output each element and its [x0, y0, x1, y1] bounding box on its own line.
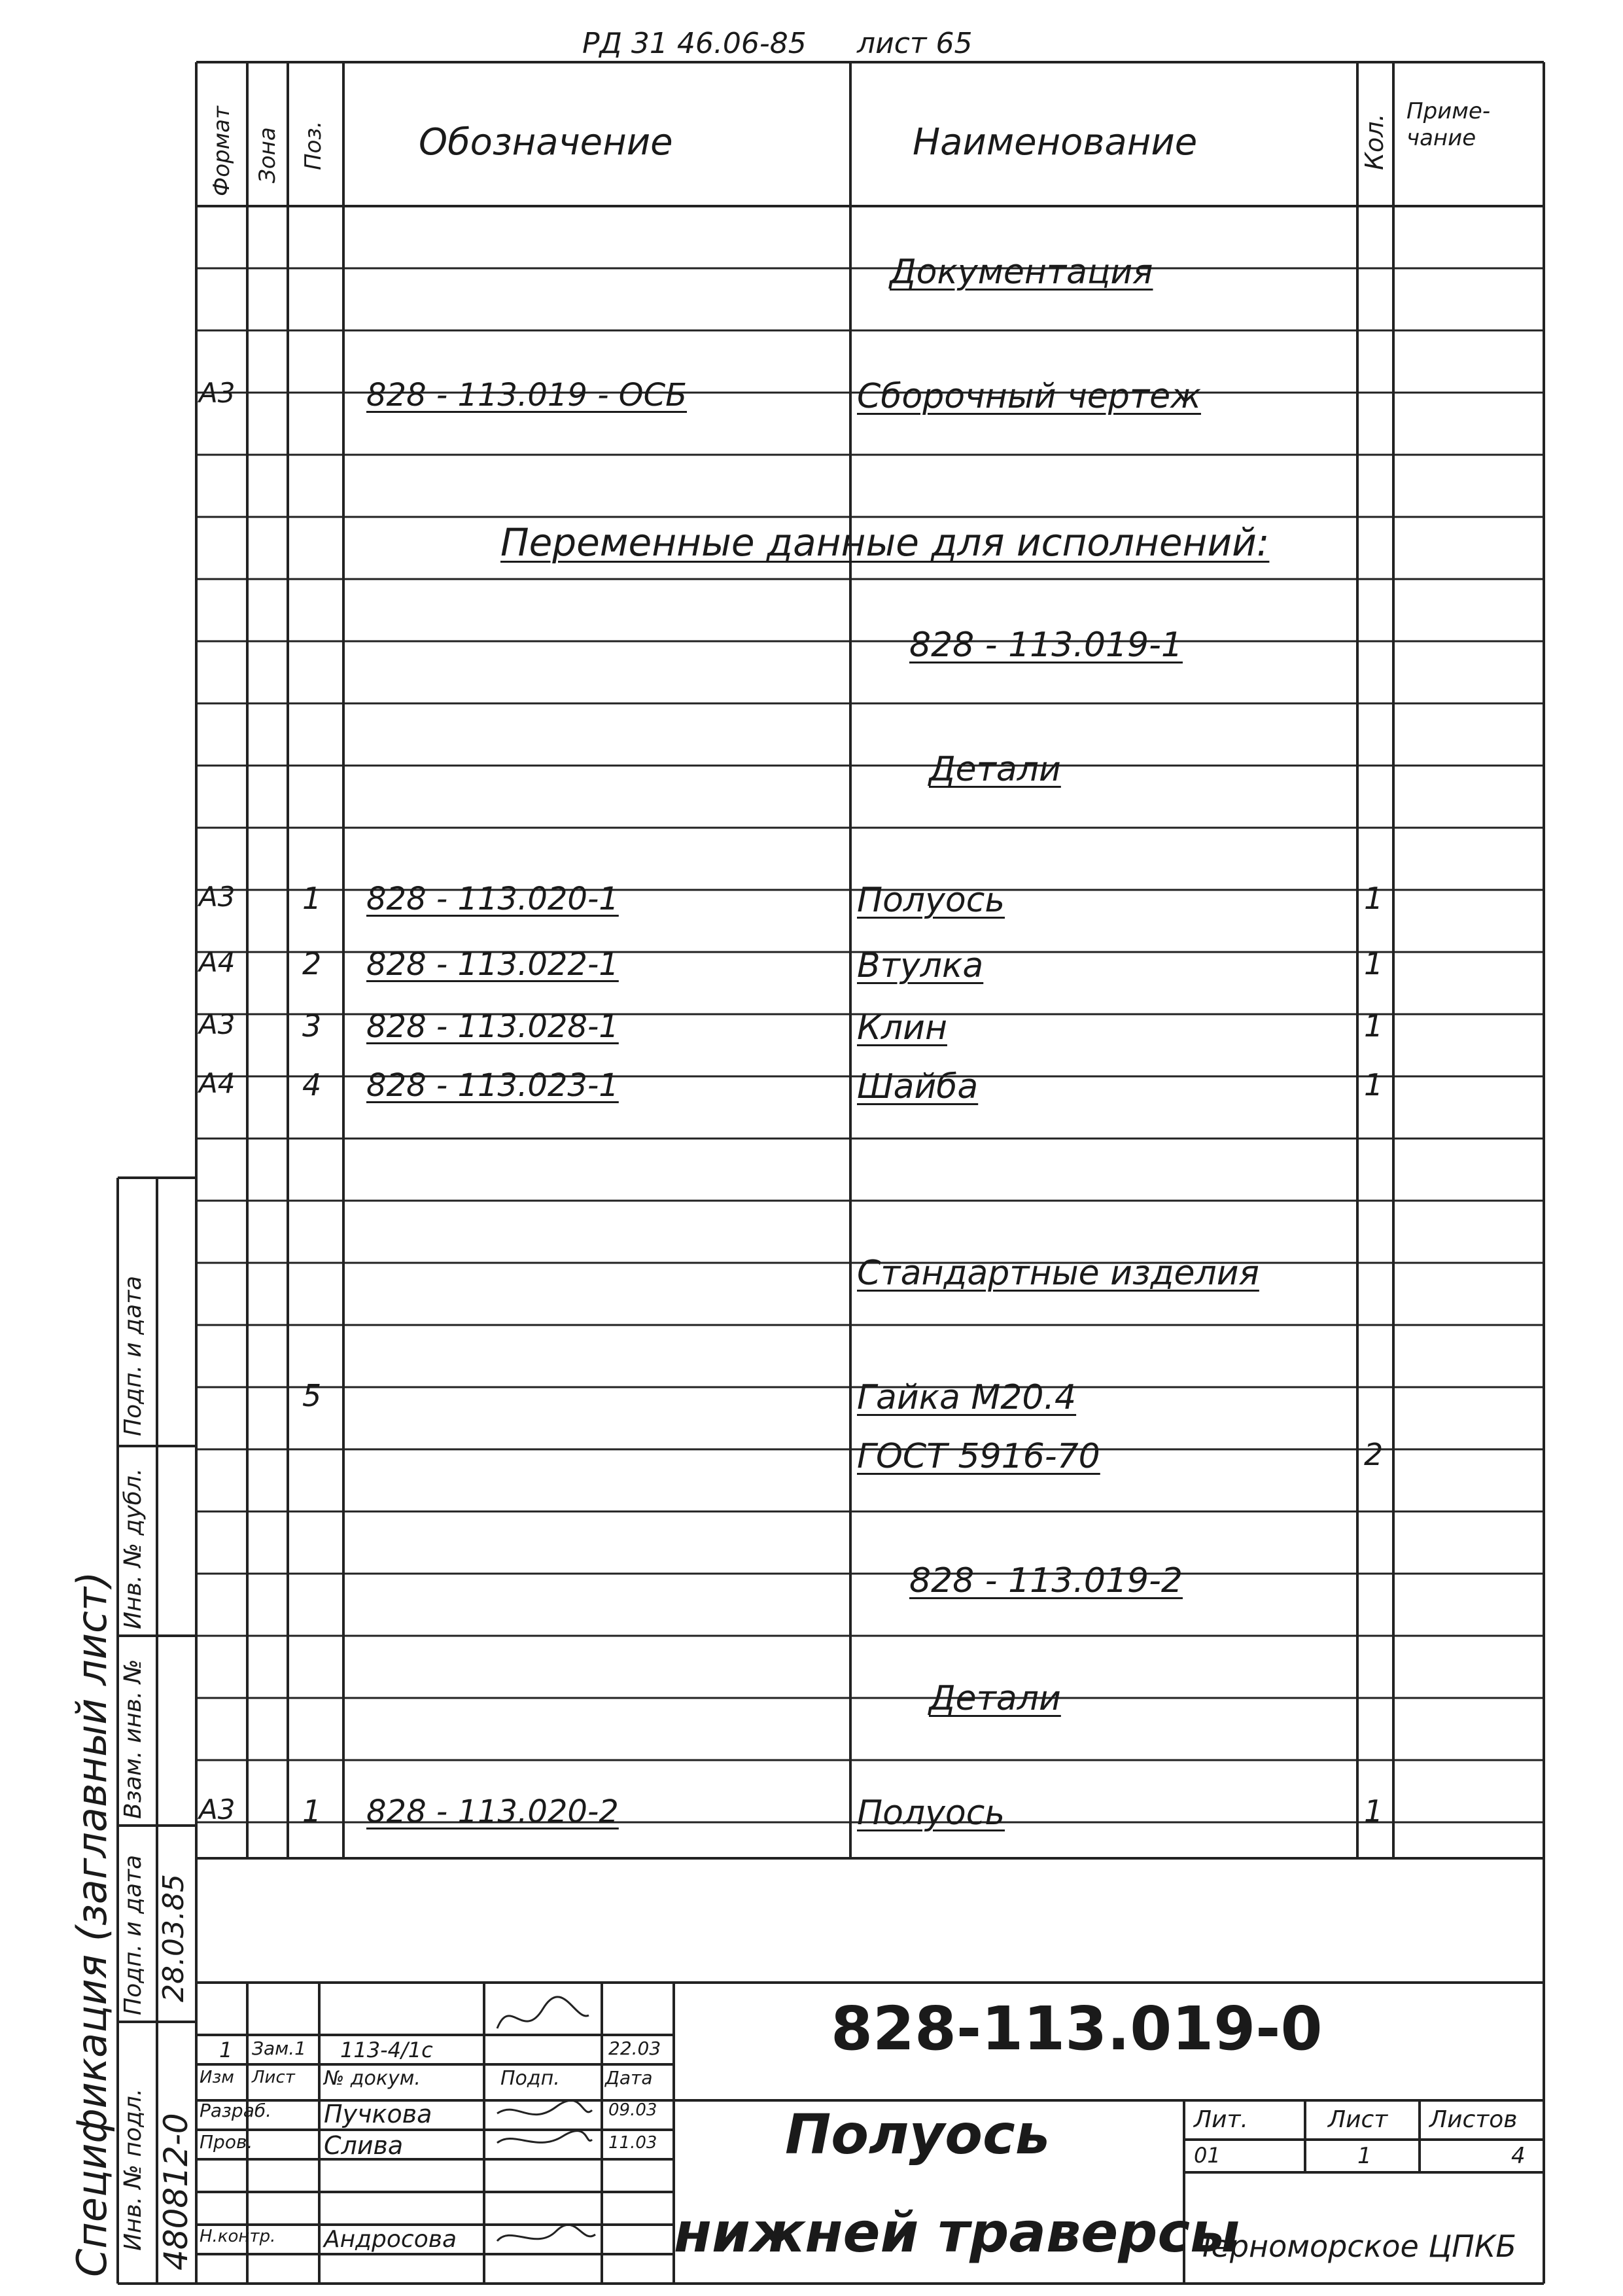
norm-role: Н.контр.	[200, 2227, 276, 2246]
label-date: Дата	[605, 2067, 653, 2089]
row-name: Клин	[857, 1008, 947, 1048]
row-pos: 1	[302, 881, 322, 916]
sheets-value: 4	[1511, 2143, 1526, 2169]
row-qty: 1	[1364, 1793, 1384, 1829]
label-list: Лист	[252, 2068, 295, 2087]
checker-name: Слива	[324, 2131, 404, 2160]
row-format: А4	[199, 946, 236, 978]
rev-num: 1	[219, 2038, 233, 2062]
section-heading: Документация	[890, 253, 1153, 292]
row-designation: 828 - 113.023-1	[366, 1067, 619, 1104]
row-name: Полуось	[857, 1793, 1005, 1833]
organization: Черноморское ЦПКБ	[1191, 2229, 1516, 2264]
header-name: Наименование	[913, 121, 1198, 164]
row-name: Сборочный чертеж	[857, 377, 1201, 416]
section-heading: 828 - 113.019-1	[909, 626, 1183, 665]
section-heading: Переменные данные для исполнений:	[500, 520, 1270, 565]
developer-role: Разраб.	[200, 2100, 272, 2121]
row-qty: 1	[1364, 946, 1384, 981]
row-format: А3	[199, 1008, 236, 1040]
title-line2: нижней траверсы	[674, 2200, 1240, 2265]
row-pos: 2	[302, 946, 322, 981]
row-pos: 1	[302, 1793, 322, 1829]
row-format: А4	[199, 1067, 236, 1099]
doc-number: 828-113.019-0	[831, 1994, 1323, 2064]
checker-role: Пров.	[200, 2131, 253, 2153]
row-format: А3	[199, 1793, 236, 1826]
row-format: А3	[199, 881, 236, 913]
norm-name: Андросова	[324, 2226, 457, 2253]
row-name: Полуось	[857, 881, 1005, 920]
rev-date: 22.03	[608, 2038, 661, 2059]
row-name: Шайба	[857, 1067, 979, 1106]
lit-label: Лит.	[1194, 2106, 1248, 2133]
row-designation: 828 - 113.028-1	[366, 1008, 619, 1045]
header-pos: Поз.	[300, 120, 326, 170]
row-name: Втулка	[857, 946, 984, 985]
header-designation: Обозначение	[419, 121, 673, 164]
label-sign: Подп.	[500, 2067, 560, 2090]
row-pos: 5	[302, 1378, 322, 1413]
sheet-label: Лист	[1328, 2106, 1388, 2133]
rev-doc: 113-4/1с	[340, 2038, 433, 2062]
label-izm: Изм	[200, 2068, 234, 2087]
header-format: Формат	[209, 106, 235, 196]
side-caption: Спецификация (заглавный лист)	[68, 1571, 116, 2277]
row-designation: 828 - 113.019 - ОСБ	[366, 377, 688, 414]
section-heading: Детали	[929, 750, 1061, 789]
side-vzam-inv: Взам. инв. №	[120, 1659, 147, 1819]
top-sheet-label: лист 65	[857, 27, 973, 60]
sheet-value: 1	[1357, 2143, 1372, 2169]
rev-zone: Зам.1	[252, 2038, 306, 2059]
developer-name: Пучкова	[324, 2100, 432, 2128]
row-pos: 4	[302, 1067, 322, 1103]
header-note: Приме- чание	[1406, 98, 1491, 151]
row-qty: 2	[1364, 1437, 1384, 1472]
section-heading: 828 - 113.019-2	[909, 1561, 1183, 1600]
side-sign-date: Подп. и дата	[120, 1275, 147, 1436]
side-sign-date-2: Подп. и дата	[120, 1854, 147, 2015]
row-format: А3	[199, 377, 236, 409]
signature-marks	[484, 1983, 602, 2284]
side-inv-value: 480812-0	[157, 2113, 195, 2270]
developer-date: 09.03	[608, 2100, 657, 2120]
section-heading: Детали	[929, 1679, 1061, 1718]
row-qty: 1	[1364, 1067, 1384, 1103]
top-doc-code: РД 31 46.06-85	[582, 27, 807, 60]
sheets-label: Листов	[1429, 2106, 1518, 2133]
checker-date: 11.03	[608, 2133, 657, 2153]
side-inv-dubl: Инв. № дубл.	[120, 1468, 147, 1629]
row-name: ГОСТ 5916-70	[857, 1437, 1100, 1476]
title-line1: Полуось	[785, 2102, 1050, 2166]
row-pos: 3	[302, 1008, 322, 1044]
section-heading: Стандартные изделия	[857, 1254, 1259, 1293]
side-inv-podl: Инв. № подл.	[120, 2088, 147, 2251]
row-qty: 1	[1364, 1008, 1384, 1044]
row-designation: 828 - 113.020-2	[366, 1793, 619, 1830]
header-qty: Кол.	[1360, 113, 1389, 170]
row-designation: 828 - 113.020-1	[366, 881, 619, 917]
lit-value: 01	[1194, 2143, 1221, 2168]
label-doc: № докум.	[324, 2067, 421, 2090]
row-name: Гайка М20.4	[857, 1378, 1077, 1417]
row-qty: 1	[1364, 881, 1384, 916]
header-zone: Зона	[254, 127, 281, 183]
side-date-value: 28.03.85	[157, 1874, 190, 2002]
row-designation: 828 - 113.022-1	[366, 946, 619, 983]
